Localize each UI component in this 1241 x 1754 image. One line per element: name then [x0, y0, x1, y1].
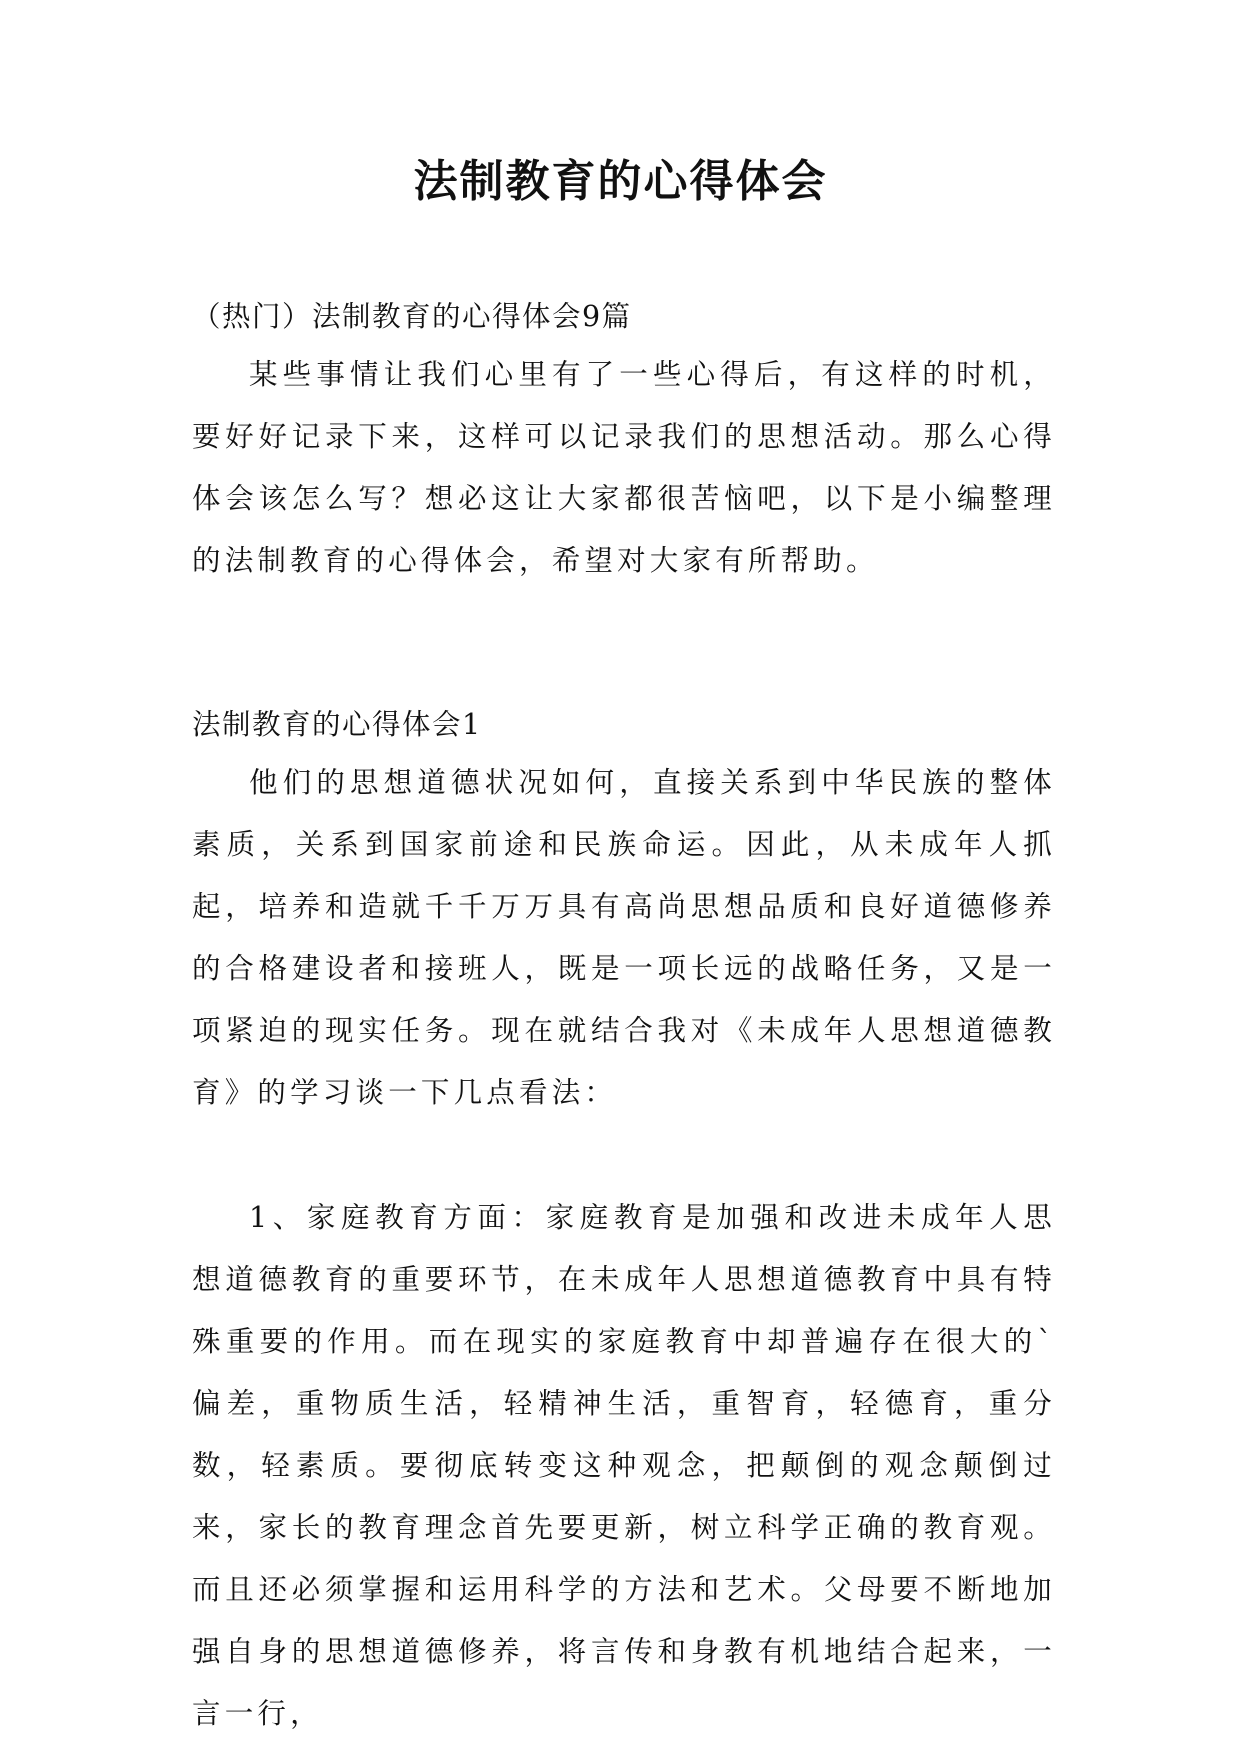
page-title: 法制教育的心得体会 [413, 156, 828, 207]
intro-paragraph: 某些事情让我们心里有了一些心得后，有这样的时机，要好好记录下来，这样可以记录我们的思想活动。那么心得体会该怎么写？想必这让大家都很苦恼吧，以下是小编整理的法制教育的心得体会，希望对大家有所帮助。 [192, 358, 1056, 577]
section-paragraph: 1、家庭教育方面：家庭教育是加强和改进未成年人思想道德教育的重要环节，在未成年人思想道德教育中具有特殊重要的作用。而在现实的家庭教育中却普遍存在很大的`偏差，重物质生活，轻精神生活，重智育，轻德育，重分数，轻素质。要彻底转变这种观念，把颠倒的观念颠倒过来，家长的教育理念首先要更新，树立科学正确的教育观。而且还必须掌握和运用科学的方法和艺术。父母要不断地加强自身的思想道德修养，将言传和身教有机地结合起来，一言一行， [192, 1201, 1056, 1730]
section-heading: 法制教育的心得体会1 [192, 708, 482, 741]
section-paragraph: 他们的思想道德状况如何，直接关系到中华民族的整体素质，关系到国家前途和民族命运。因此，从未成年人抓起，培养和造就千千万万具有高尚思想品质和良好道德修养的合格建设者和接班人，既是一项长远的战略任务，又是一项紧迫的现实任务。现在就结合我对《未成年人思想道德教育》的学习谈一下几点看法： [192, 766, 1056, 1109]
intro-heading: （热门）法制教育的心得体会9篇 [192, 300, 632, 333]
